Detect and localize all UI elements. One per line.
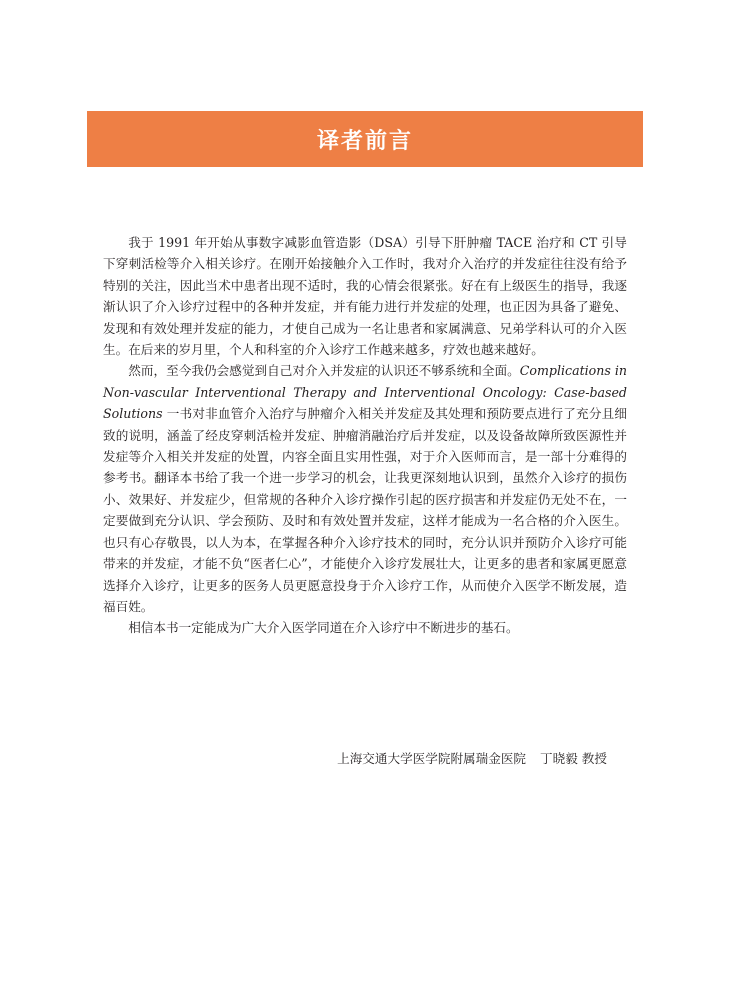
- paragraph-2-rest: 一书对非血管介入治疗与肿瘤介入相关并发症及其处理和预防要点进行了充分且细致的说明，涵盖了经皮穿刺活检并发症、肿瘤消融治疗后并发症，以及设备故障所致医源性并发症等介入相关并发症的处置，内容全面且实用性强，对于介入医师而言，是一部十分难得的参考书。翻译本书给了我一个进一步学习的机会，让我更深刻地认识到，虽然介入诊疗的损伤小、效果好、并发症少，但常规的各种介入诊疗操作引起的医疗损害和并发症仍无处不在，一定要做到充分认识、学会预防、及时和有效处置并发症，这样才能成为一名合格的介入医生。也只有心存敬畏，以人为本，在掌握各种介入诊疗技术的同时，充分认识并预防介入诊疗可能带来的并发症，才能不负“医者仁心”，才能使介入诊疗发展壮大，让更多的患者和家属更愿意选择介入诊疗，让更多的医务人员更愿意投身于介入诊疗工作，从而使介入医学不断发展，造福百姓。: [103, 406, 627, 614]
- paragraph-2-intro: 然而，至今我仍会感觉到自己对介入并发症的认识还不够系统和全面。: [128, 363, 520, 379]
- signature-institution: 上海交通大学医学院附属瑞金医院: [337, 751, 527, 766]
- book-title: Complications in Non-vascular Interventional Therapy and Interventional Oncology: Case-based Solutions: [103, 363, 627, 422]
- signature-author: 丁晓毅 教授: [540, 751, 607, 766]
- page-title: 译者前言: [316, 128, 413, 154]
- preface-body: [103, 232, 627, 639]
- paragraph-1: 我于 1991 年开始从事数字减影血管造影（DSA）引导下肝肿瘤 TACE 治疗和 CT 引导下穿刺活检等介入相关诊疗。在刚开始接触介入工作时，我对介入治疗的并发症往往没有给予特别的关注，因此当术中患者出现不适时，我的心情会很紧张。好在有上级医生的指导，我逐渐认识了介入诊疗过程中的各种并发症，并有能力进行并发症的处理，也正因为具备了避免、发现和有效处理并发症的能力，才使自己成为一名让患者和家属满意、兄弟学科认可的介入医生。在后来的岁月里，个人和科室的介入诊疗工作越来越多，疗效也越来越好。: [103, 235, 627, 358]
- paragraph-2: [103, 360, 627, 617]
- signature: [337, 748, 607, 769]
- paragraph-3: 相信本书一定能成为广大介入医学同道在介入诊疗中不断进步的基石。: [128, 620, 519, 636]
- title-banner: [87, 111, 643, 167]
